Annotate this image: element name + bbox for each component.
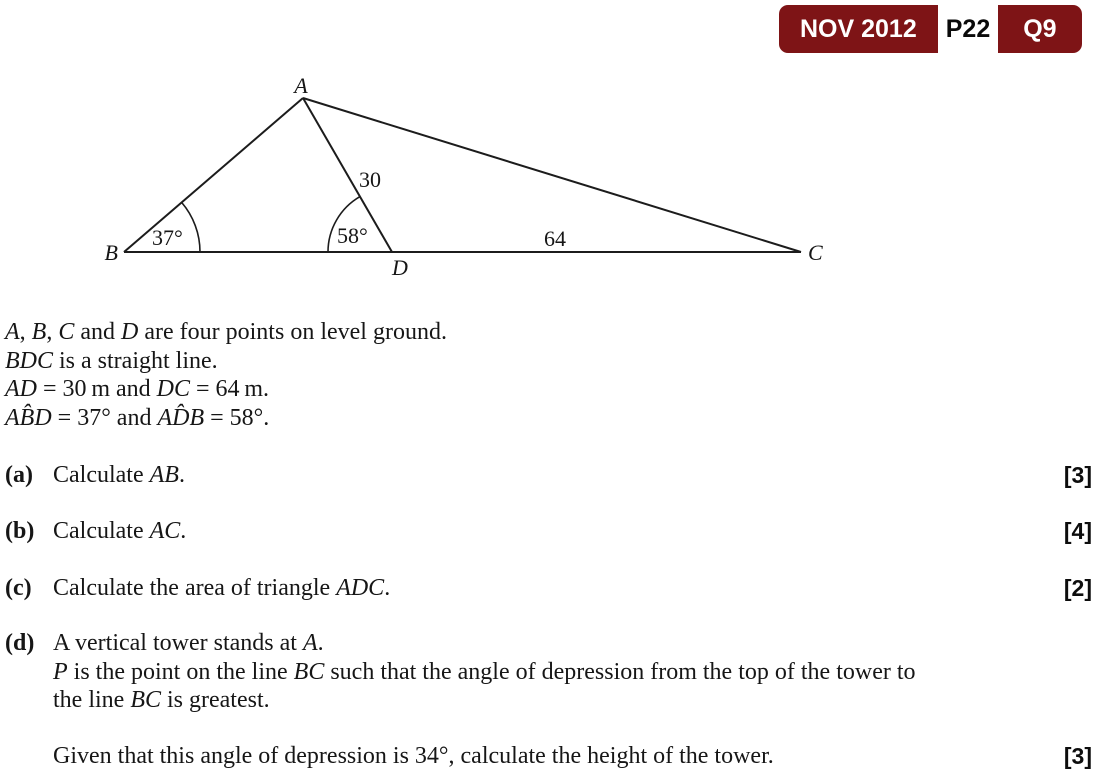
statement-line-3 xyxy=(5,375,447,404)
text-run: A xyxy=(302,630,318,656)
text-run: is the point on the line xyxy=(67,658,294,685)
text-run: Given that this angle of depression is 34°, calculate the height of the tower. xyxy=(53,743,774,769)
vertex-c-label: C xyxy=(808,240,823,265)
text-run: . xyxy=(180,518,187,544)
text-run: , xyxy=(46,319,59,345)
problem-statement xyxy=(5,318,447,432)
text-run: is greatest. xyxy=(160,687,270,713)
part-a-label: (a) xyxy=(5,462,33,488)
part-a-text xyxy=(53,461,1064,490)
text-run: Calculate xyxy=(53,518,150,544)
part-d-label: (d) xyxy=(5,630,35,656)
text-run: = 58°. xyxy=(204,404,270,431)
part-b-row xyxy=(5,517,1092,546)
vertex-d-label: D xyxy=(392,255,408,280)
text-run: is a straight line. xyxy=(53,347,218,374)
statement-line-2 xyxy=(5,347,447,376)
text-run: . xyxy=(317,630,324,656)
angle-b-arc xyxy=(182,202,200,252)
side-ba-line xyxy=(124,98,303,252)
part-d-line-3 xyxy=(53,686,916,715)
statement-line-1 xyxy=(5,318,447,347)
text-run: DC xyxy=(156,376,191,402)
text-run: BC xyxy=(130,687,161,713)
part-d-line-2 xyxy=(53,658,916,687)
text-run: C xyxy=(58,319,75,345)
text-run: = 30 m and xyxy=(37,376,157,402)
text-run: . xyxy=(178,462,185,488)
text-run: and xyxy=(74,319,122,345)
part-d-line-1 xyxy=(53,629,916,658)
text-run: AD xyxy=(5,376,37,402)
triangle-diagram xyxy=(0,60,900,290)
text-run: Calculate the area of triangle xyxy=(53,575,337,601)
angle-b-label: 37° xyxy=(152,225,183,250)
text-run: A xyxy=(5,319,20,345)
length-ad-label: 30 xyxy=(359,167,381,192)
text-run: = 37° and xyxy=(51,404,158,431)
part-c-label: (c) xyxy=(5,575,32,601)
badge-paper: P22 xyxy=(938,5,998,53)
part-c-text xyxy=(53,574,1064,603)
part-a-row xyxy=(5,461,1092,490)
text-run: AB xyxy=(149,462,179,488)
text-run: ADC xyxy=(336,575,385,601)
text-run: AB̂D xyxy=(5,404,52,431)
text-run: BDC xyxy=(5,347,53,374)
text-run: Calculate xyxy=(53,462,150,488)
text-run: the line xyxy=(53,687,131,713)
part-d-final-row xyxy=(5,742,1092,771)
text-run: AC xyxy=(149,518,181,544)
part-d-text-block xyxy=(53,629,916,715)
badge-question: Q9 xyxy=(1023,14,1057,43)
text-run: D xyxy=(121,319,139,345)
statement-line-4 xyxy=(5,404,447,433)
part-c-marks: [2] xyxy=(1063,575,1092,601)
text-run: AD̂B xyxy=(157,404,205,431)
part-d-final-text xyxy=(53,742,1064,771)
vertex-a-label: A xyxy=(294,73,308,98)
part-a-marks: [3] xyxy=(1063,462,1092,488)
text-run: = 64 m. xyxy=(190,376,270,402)
text-run: A vertical tower stands at xyxy=(53,630,303,656)
text-run: P xyxy=(53,658,68,685)
question-badge xyxy=(779,5,1082,53)
text-run: , xyxy=(19,319,32,345)
text-run: such that the angle of depression from the top of the tower to xyxy=(324,658,916,685)
part-b-marks: [4] xyxy=(1063,518,1092,544)
text-run: . xyxy=(384,575,391,601)
angle-d-label: 58° xyxy=(337,223,368,248)
text-run: are four points on level ground. xyxy=(138,319,447,345)
text-run: B xyxy=(31,319,47,345)
part-d-marks: [3] xyxy=(1063,743,1092,769)
vertex-b-label: B xyxy=(104,240,118,265)
part-b-text xyxy=(53,517,1064,546)
part-b-label: (b) xyxy=(5,518,35,544)
part-d-row xyxy=(5,629,1092,715)
badge-session: NOV 2012 xyxy=(800,14,917,43)
part-c-row xyxy=(5,574,1092,603)
length-dc-label: 64 xyxy=(544,226,566,251)
text-run: BC xyxy=(293,658,325,685)
